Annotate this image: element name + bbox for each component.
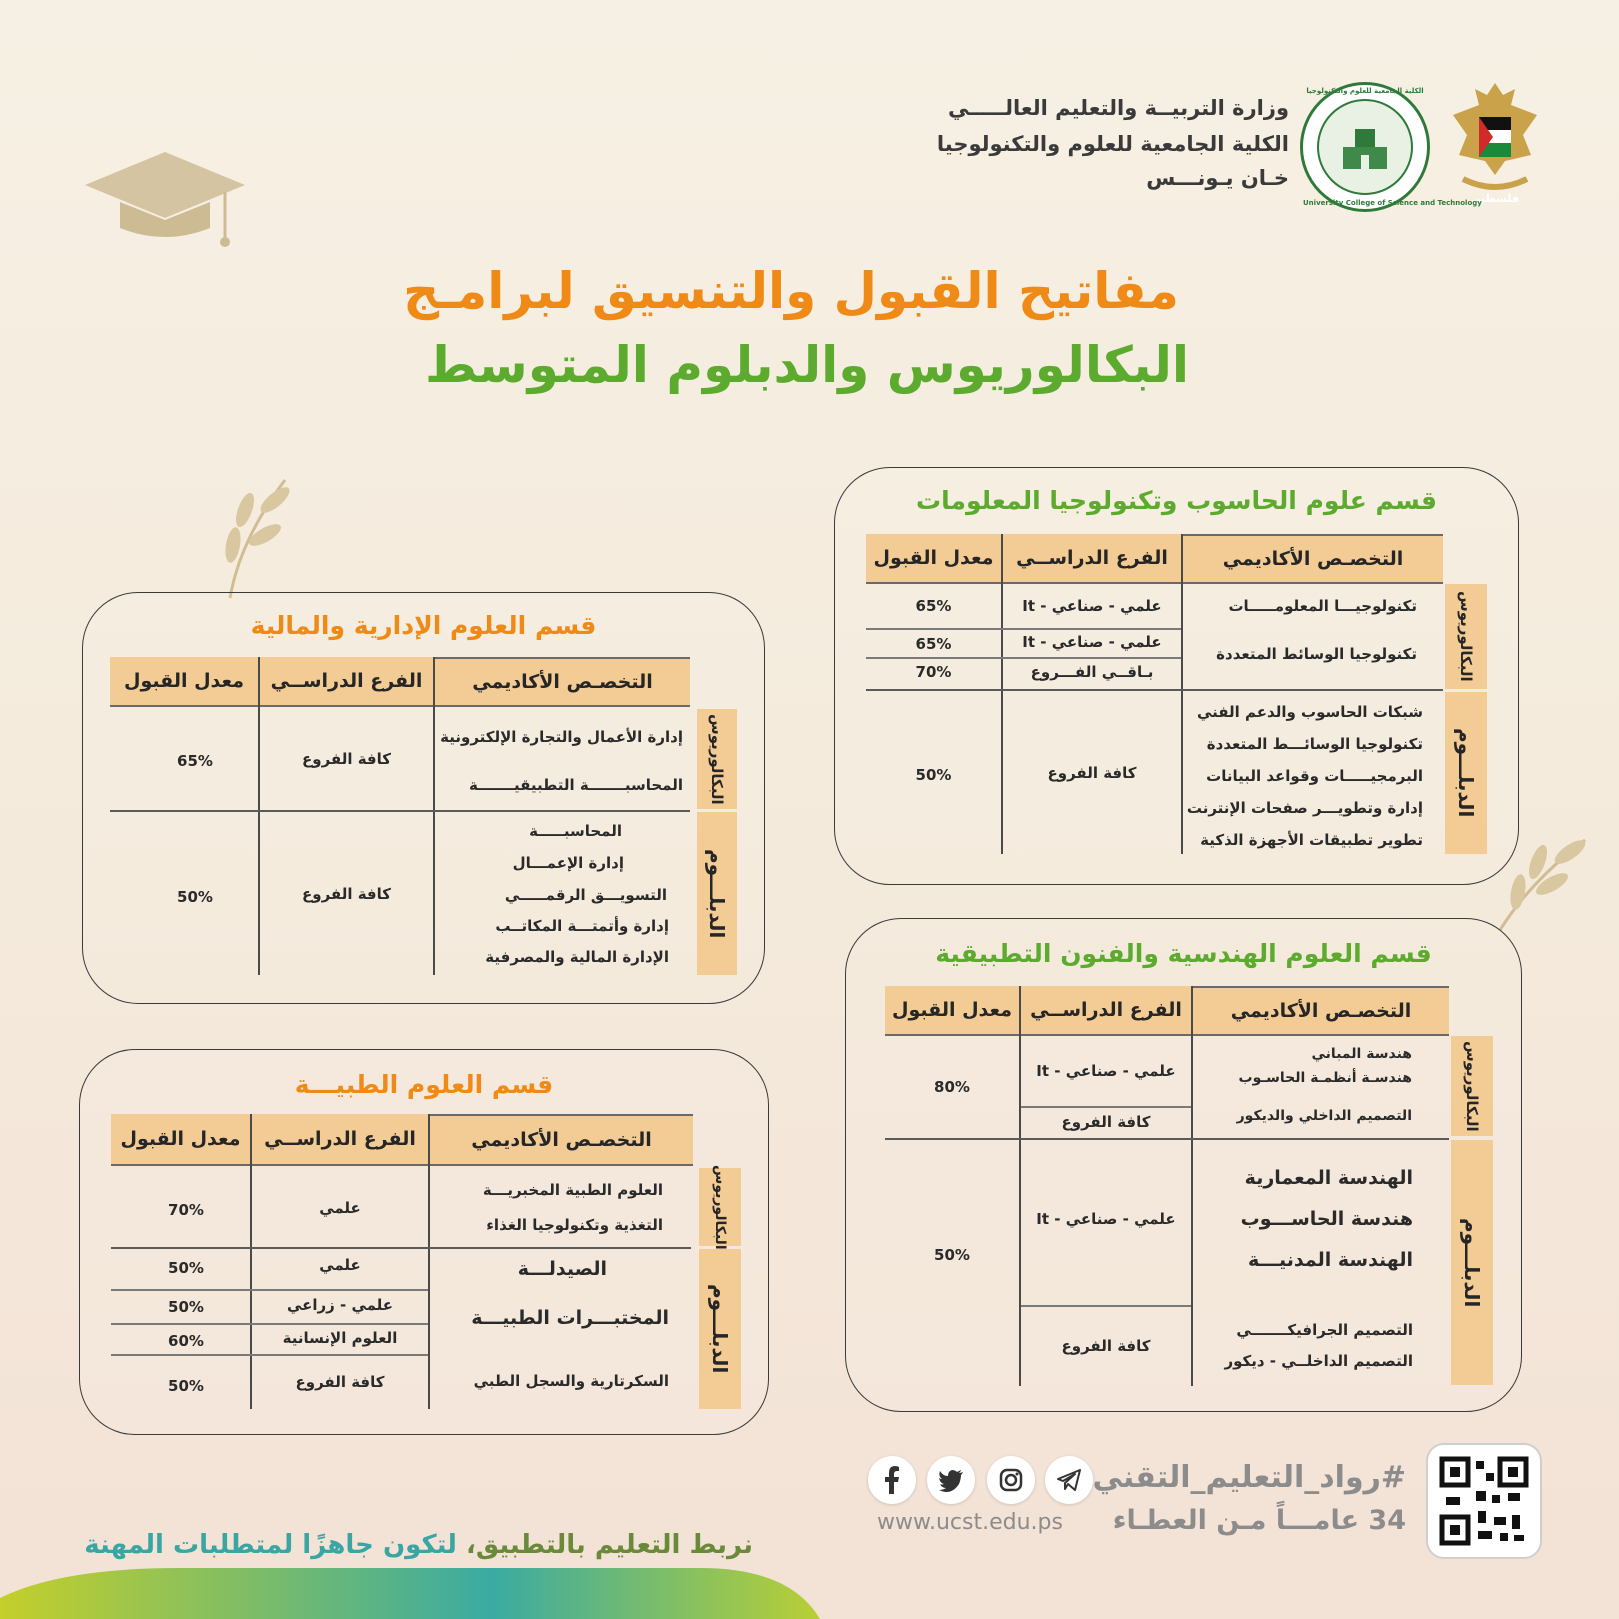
med-bachelor-label: البكالوريوس [699, 1168, 741, 1246]
eng-bachelor-label: البكالوريوس [1451, 1036, 1493, 1136]
instagram-icon[interactable] [987, 1456, 1035, 1504]
admin-bachelor-branch: كافة الفروع [302, 750, 391, 768]
eng-diploma-branch: كافة الفروع [1061, 1337, 1151, 1355]
eng-header-specialty: التخصـص الأكاديمي [1193, 986, 1449, 1036]
college-slogan: نربط التعليم بالتطبيق، لتكون جاهزًا لمتطلبات المهنة [84, 1530, 753, 1560]
admin-diploma-label: الدبلـــوم [697, 812, 737, 975]
cs-diploma-program: تطوير تطبيقات الأجهزة الذكية [1200, 831, 1423, 849]
cs-header-branch: الفرع الدراســي [1003, 534, 1181, 584]
admin-bachelor-rate: 65% [177, 752, 213, 770]
admin-bachelor-label: البكالوريوس [697, 709, 737, 809]
eng-diploma-program: التصميم الجرافيكـــــــي [1236, 1321, 1413, 1339]
eng-header-branch: الفرع الدراســي [1021, 986, 1191, 1036]
footer-wave-decoration [0, 1568, 820, 1619]
med-diploma-rate: 50% [168, 1259, 204, 1277]
eng-bachelor-rate: 80% [934, 1078, 970, 1096]
cs-diploma-branch: كافة الفروع [1047, 764, 1137, 782]
qr-code[interactable] [1426, 1443, 1542, 1559]
cs-bachelor-rate: 70% [915, 663, 952, 681]
qr-code-icon [1428, 1445, 1540, 1557]
eng-diploma-program: هندسة الحاســـوب [1240, 1208, 1413, 1230]
cs-header-specialty: التخصـص الأكاديمي [1183, 534, 1443, 584]
cs-bachelor-rate: 65% [915, 635, 952, 653]
admin-diploma-program: التسويـــق الرقمـــــي [504, 886, 667, 904]
eng-diploma-program: الهندسة المدنيـــة [1248, 1249, 1413, 1271]
cs-diploma-program: البرمجيـــــات وقواعد البيانات [1206, 767, 1423, 785]
med-diploma-rate: 50% [168, 1377, 204, 1395]
eng-bachelor-program: التصميم الداخلي والديكور [1236, 1108, 1412, 1124]
eng-bachelor-program: هندسة المباني [1311, 1046, 1412, 1062]
graduation-cap-icon [80, 150, 250, 260]
med-diploma-rate: 50% [168, 1298, 204, 1316]
castle-icon [1335, 117, 1395, 177]
cs-department-title: قسم علوم الحاسوب وتكنولوجيا المعلومات [916, 486, 1437, 515]
eng-bachelor-program: هندسـة أنظمـة الحاسـوب [1238, 1070, 1412, 1086]
eng-bachelor-branch: كافة الفروع [1061, 1113, 1151, 1131]
med-diploma-rate: 60% [168, 1332, 204, 1350]
cs-bachelor-program: تكنولوجيـــا المعلومـــــات [1228, 597, 1417, 615]
seal-english-text: University College of Science and Technology [1303, 199, 1482, 207]
eng-diploma-rate: 50% [934, 1246, 970, 1264]
med-header-rate: معدل القبول [111, 1114, 250, 1166]
cs-bachelor-branch: بـاقــي الفـــروع [1030, 663, 1154, 681]
admin-header-rate: معدل القبول [110, 657, 258, 707]
admin-diploma-program: إدارة وأتمتـــة المكاتــب [495, 917, 669, 935]
website-link[interactable]: www.ucst.edu.ps [877, 1510, 1063, 1535]
leaf-branch-icon [205, 470, 300, 600]
college-seal-logo [1300, 82, 1482, 212]
eng-bachelor-branch: علمي - صناعي - It [1036, 1062, 1176, 1080]
admin-bachelor-program: إدارة الأعمال والتجارة الإلكترونية [440, 728, 683, 746]
cs-bachelor-branch: علمي - صناعي - It [1022, 633, 1162, 651]
med-diploma-label: الدبلـــوم [699, 1249, 741, 1409]
eng-diploma-label: الدبلـــوم [1451, 1140, 1493, 1385]
med-diploma-program: السكرتارية والسجل الطبي [473, 1372, 669, 1390]
seal-arabic-text: الكلية الجامعية للعلوم والتكنولوجيا [1306, 87, 1424, 95]
cs-diploma-program: تكنولوجيا الوسائـــط المتعددة [1206, 735, 1423, 753]
eng-diploma-branch: علمي - صناعي - It [1036, 1210, 1176, 1228]
cs-header-rate: معدل القبول [866, 534, 1001, 584]
palestine-emblem-logo [1445, 75, 1545, 205]
cs-diploma-label: الدبلـــوم [1445, 692, 1487, 854]
med-diploma-program: الصيدلـــة [517, 1258, 607, 1280]
med-bachelor-program: العلوم الطبية المخبريـــة [482, 1181, 663, 1199]
med-header-specialty: التخصـص الأكاديمي [430, 1114, 693, 1166]
admin-bachelor-program: المحاسبـــــــة التطبيقيـــــــة [468, 776, 683, 794]
admin-header-specialty: التخصـص الأكاديمي [435, 657, 690, 707]
eng-diploma-program: الهندسة المعمارية [1244, 1167, 1413, 1189]
college-city: خـان يـونـــس [1146, 166, 1289, 190]
cs-diploma-program: شبكات الحاسوب والدعم الفني [1196, 703, 1423, 721]
eng-department-title: قسم العلوم الهندسية والفنون التطبيقية [935, 939, 1432, 968]
cs-bachelor-program: تكنولوجيا الوسائط المتعددة [1216, 645, 1417, 663]
years-of-giving: 34 عامـــاً مـن العطـاء [1112, 1505, 1406, 1536]
admin-department-card [82, 592, 765, 1004]
med-header-branch: الفرع الدراســي [252, 1114, 428, 1166]
admin-diploma-rate: 50% [177, 888, 213, 906]
twitter-icon[interactable] [927, 1456, 975, 1504]
cs-bachelor-branch: علمي - صناعي - It [1022, 597, 1162, 615]
admin-header-branch: الفرع الدراســي [260, 657, 433, 707]
ministry-name: وزارة التربيــة والتعليم العالـــــي [947, 96, 1289, 120]
college-name: الكلية الجامعية للعلوم والتكنولوجيا [936, 132, 1289, 156]
facebook-icon[interactable] [868, 1456, 916, 1504]
cs-diploma-program: إدارة وتطويـــر صفحات الإنترنت [1186, 799, 1423, 817]
med-bachelor-rate: 70% [168, 1201, 204, 1219]
med-department-title: قسم العلوم الطبيـــة [294, 1070, 554, 1099]
med-diploma-branch: علمي [319, 1256, 361, 1274]
admin-diploma-branch: كافة الفروع [302, 885, 391, 903]
admin-department-title: قسم العلوم الإدارية والمالية [250, 611, 597, 640]
page-title-line2: البكالوريوس والدبلوم المتوسط [425, 336, 1189, 394]
emblem-caption: فلسطين [1471, 192, 1519, 205]
telegram-icon[interactable] [1045, 1456, 1093, 1504]
cs-bachelor-rate: 65% [915, 597, 952, 615]
campaign-hashtag: #رواد_التعليم_التقني [1092, 1460, 1406, 1495]
med-diploma-program: المختبـــرات الطبيـــة [471, 1307, 669, 1329]
cs-bachelor-label: البكالوريوس [1445, 584, 1487, 689]
med-bachelor-program: التغذية وتكنولوجيا الغذاء [486, 1216, 663, 1234]
cs-diploma-rate: 50% [915, 766, 952, 784]
admin-diploma-program: المحاسبـــــة [529, 822, 622, 840]
page-title-line1: مفاتيح القبول والتنسيق لبرامـج [403, 262, 1179, 320]
eng-header-rate: معدل القبول [885, 986, 1019, 1036]
med-diploma-branch: كافة الفروع [295, 1373, 385, 1391]
eng-diploma-program: التصميم الداخلــي - ديكور [1224, 1352, 1413, 1370]
admin-diploma-program: إدارة الإعمـــال [512, 854, 624, 872]
med-diploma-branch: العلوم الإنسانية [282, 1329, 398, 1347]
admin-diploma-program: الإدارة المالية والمصرفية [485, 948, 669, 966]
med-diploma-branch: علمي - زراعي [286, 1296, 394, 1314]
med-bachelor-branch: علمي [319, 1199, 361, 1217]
